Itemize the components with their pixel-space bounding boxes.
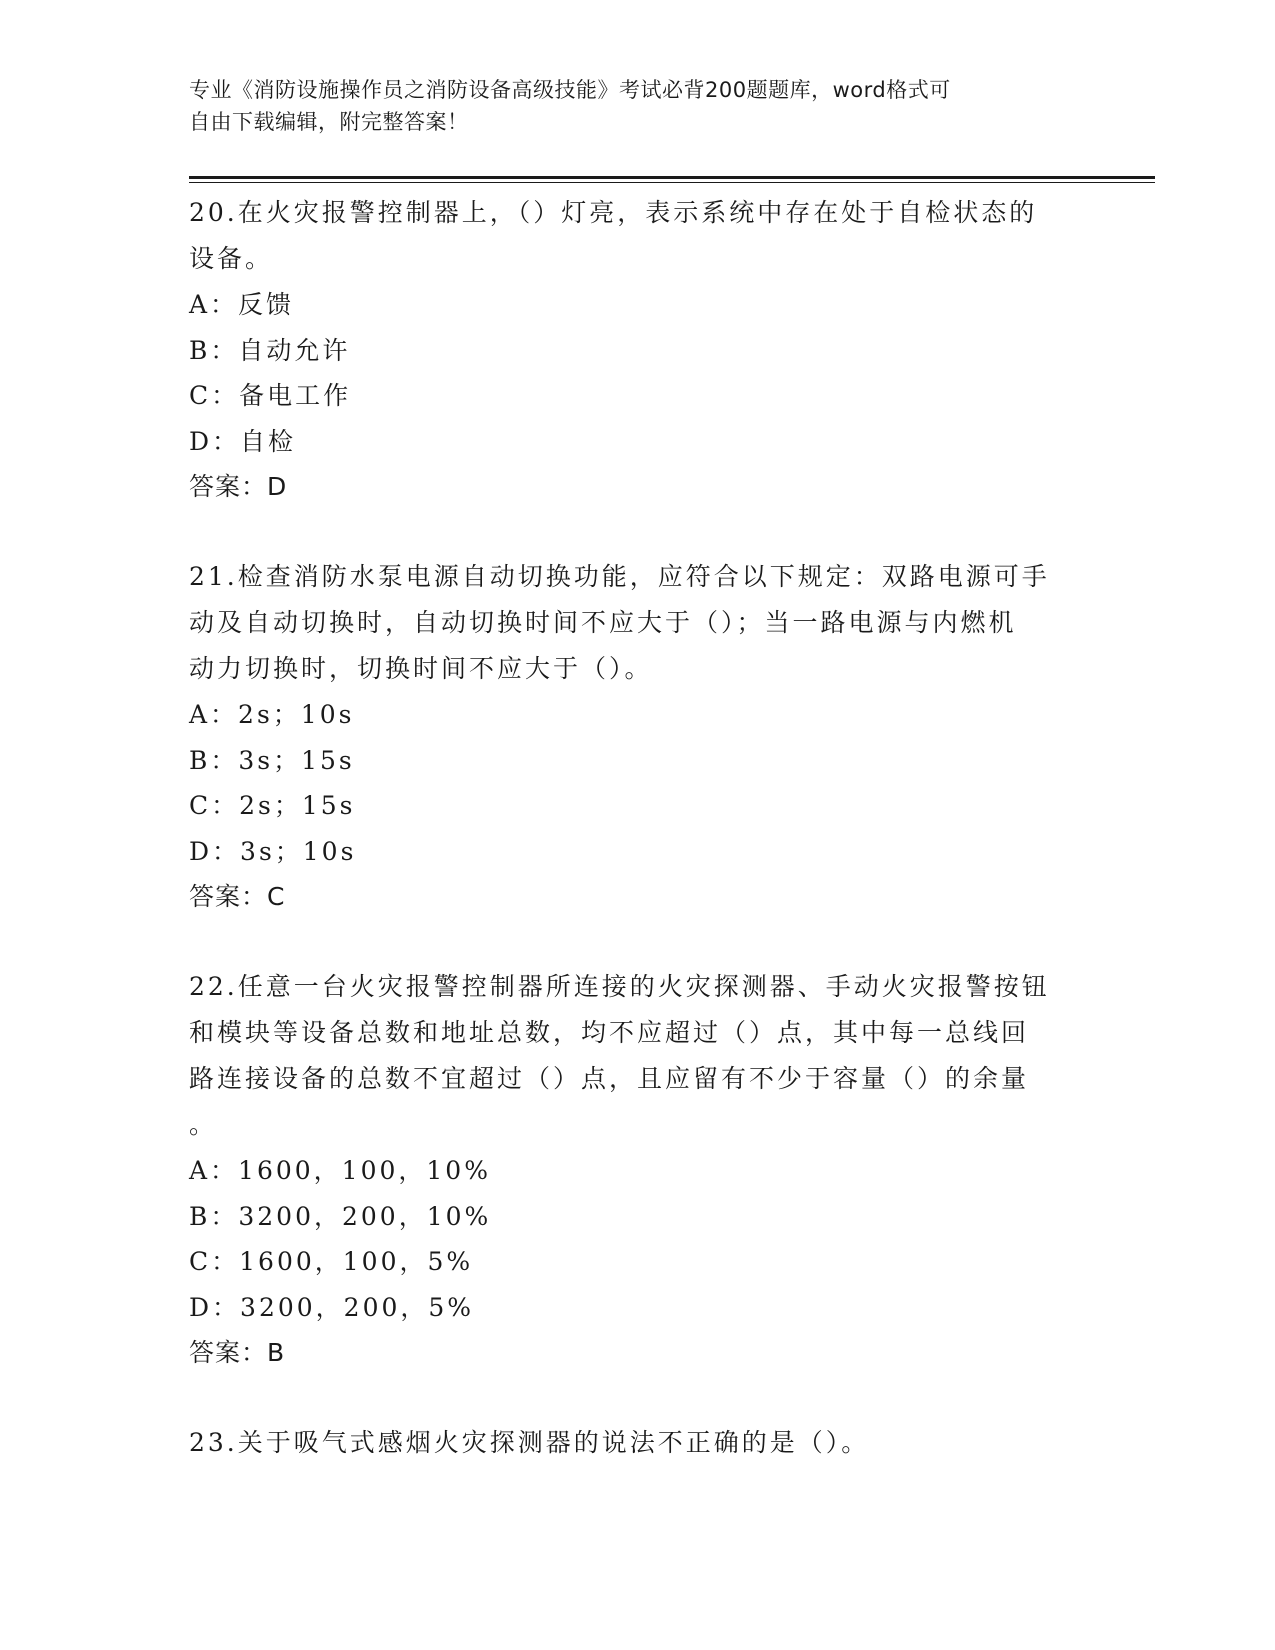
header-divider: [189, 176, 1155, 179]
question-23: [189, 1420, 1079, 1466]
question-stem-line: 和模块等设备总数和地址总数，均不应超过（）点，其中每一总线回: [189, 1018, 1030, 1047]
document-header: [189, 74, 1069, 138]
option-d: D：自检: [189, 426, 297, 456]
question-22: [189, 964, 1079, 1376]
option-a: A：1600，100，10%: [189, 1156, 491, 1185]
question-stem-line: 动及自动切换时，自动切换时间不应大于（）；当一路电源与内燃机: [189, 608, 1017, 637]
question-20: [189, 190, 1079, 510]
option-b: B：自动允许: [189, 335, 351, 365]
question-stem-line: 22.任意一台火灾报警控制器所连接的火灾探测器、手动火灾报警按钮: [189, 972, 1050, 1001]
option-c: C：1600，100，5%: [189, 1247, 474, 1276]
question-21: [189, 554, 1079, 920]
option-b: B：3200，200，10%: [189, 1201, 492, 1231]
option-c: C：备电工作: [189, 381, 352, 410]
question-list: [189, 190, 1079, 1510]
option-a: A：2s；10s: [189, 700, 355, 729]
answer-line: 答案：B: [189, 1338, 286, 1367]
header-line: 专业《消防设施操作员之消防设备高级技能》考试必背200题题库，word格式可: [189, 78, 951, 102]
option-c: C：2s；15s: [189, 791, 356, 820]
option-d: D：3s；10s: [189, 836, 357, 866]
question-stem-line: 20.在火灾报警控制器上，（）灯亮，表示系统中存在处于自检状态的: [189, 198, 1038, 227]
answer-line: 答案：C: [189, 882, 286, 911]
question-stem-line: 23.关于吸气式感烟火灾探测器的说法不正确的是（）。: [189, 1428, 870, 1457]
question-stem-line: 21.检查消防水泵电源自动切换功能，应符合以下规定：双路电源可手: [189, 562, 1050, 591]
header-divider: [189, 182, 1155, 183]
question-stem-line: 动力切换时，切换时间不应大于（）。: [189, 654, 653, 683]
question-stem-line: 路连接设备的总数不宜超过（）点，且应留有不少于容量（）的余量: [189, 1064, 1030, 1093]
question-stem-line: 设备。: [189, 244, 274, 273]
answer-line: 答案：D: [189, 472, 288, 501]
option-a: A：反馈: [189, 290, 295, 319]
header-line: 自由下载编辑，附完整答案！: [189, 110, 469, 134]
option-b: B：3s；15s: [189, 745, 355, 775]
option-d: D：3200，200，5%: [189, 1292, 475, 1322]
question-stem-line: 。: [189, 1110, 218, 1139]
